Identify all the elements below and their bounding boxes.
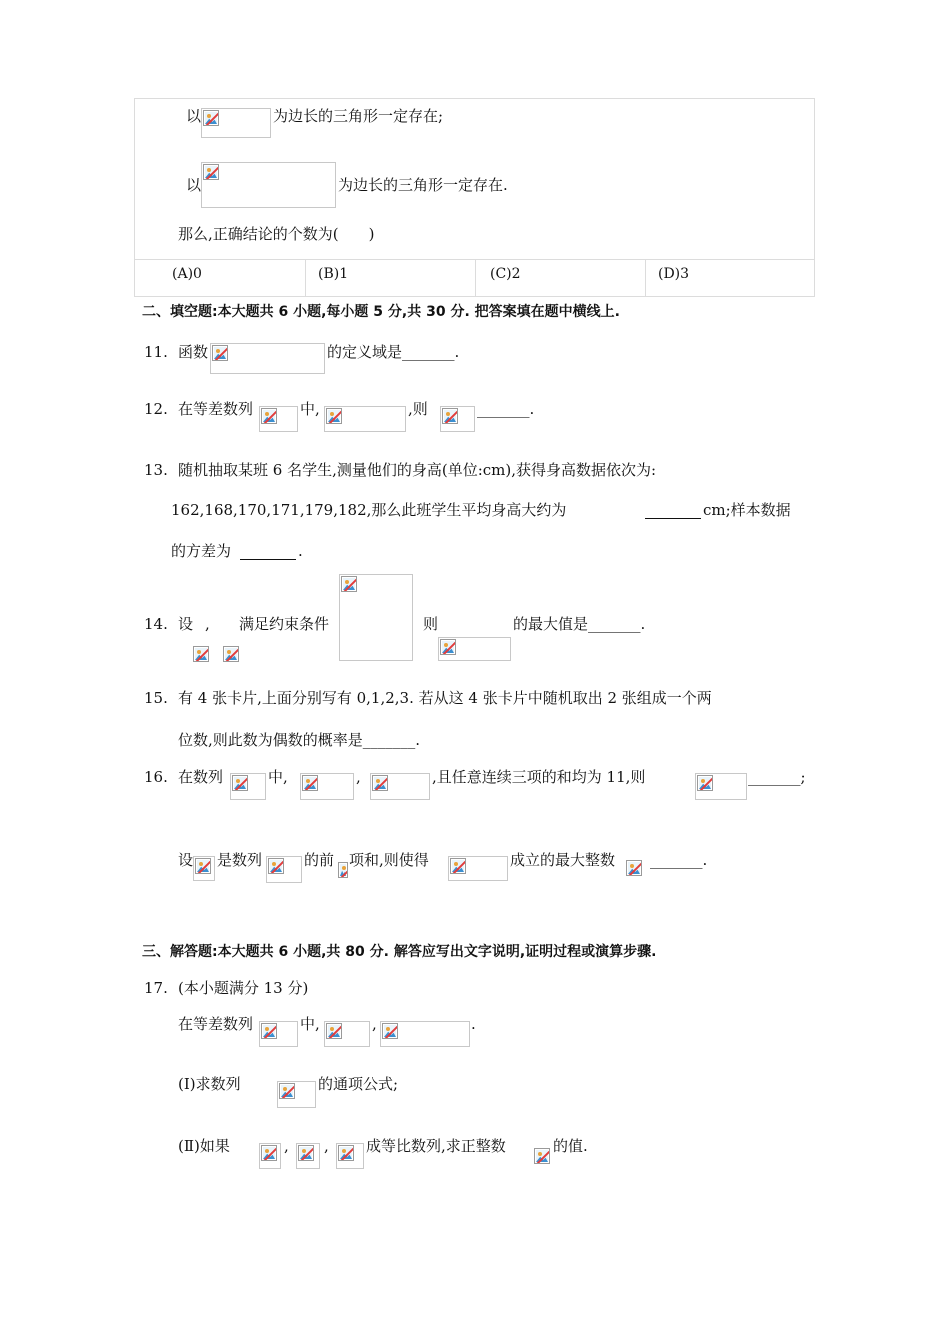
- formula-image: [210, 343, 325, 374]
- formula-image: [438, 637, 511, 661]
- q13-line3: 的方差为: [171, 542, 232, 560]
- formula-image: [259, 1143, 281, 1169]
- q17-part1: (Ⅰ)求数列: [178, 1075, 241, 1093]
- q13-line2-tail: cm;样本数据: [703, 501, 791, 519]
- q15-number: 15.: [144, 689, 168, 707]
- option-a[interactable]: (A)0: [172, 266, 202, 282]
- formula-image: [266, 856, 302, 883]
- formula-image-x: [193, 646, 209, 662]
- formula-image-n: [626, 860, 648, 878]
- options-divider: [305, 259, 306, 297]
- q16-b4: 项和,则使得: [349, 851, 429, 869]
- q15-line2: 位数,则此数为偶数的概率是_______.: [178, 731, 421, 749]
- broken-image-icon: [203, 110, 219, 126]
- q17-part1-tail: 的通项公式;: [318, 1075, 399, 1093]
- q15-line1: 有 4 张卡片,上面分别写有 0,1,2,3. 若从这 4 张卡片中随机取出 2 张组成一个两: [178, 689, 712, 707]
- q16-a1: 在数列: [178, 768, 224, 786]
- q12-mid1: 中,: [300, 400, 320, 418]
- q16-b5: 成立的最大整数: [510, 851, 616, 869]
- formula-image: [324, 1021, 370, 1047]
- broken-image-icon: [338, 862, 348, 878]
- broken-image-icon: [261, 1145, 277, 1161]
- broken-image-icon: [382, 1023, 398, 1039]
- formula-image: [380, 1021, 470, 1047]
- q17-header: (本小题满分 13 分): [178, 979, 309, 997]
- formula-image: [193, 856, 215, 881]
- answer-blank[interactable]: [645, 500, 701, 519]
- q12-prefix: 在等差数列: [178, 400, 254, 418]
- broken-image-icon: [212, 345, 228, 361]
- q16-a4: ,且任意连续三项的和均为 11,则: [432, 768, 646, 786]
- broken-image-icon: [338, 1145, 354, 1161]
- broken-image-icon: [326, 408, 342, 424]
- q17-part2: (Ⅱ)如果: [178, 1137, 230, 1155]
- section-3-heading: 三、解答题:本大题共 6 小题,共 80 分. 解答应写出文字说明,证明过程或演算步骤.: [142, 944, 657, 960]
- formula-image: [695, 773, 747, 800]
- broken-image-icon: [279, 1083, 295, 1099]
- q16-a2: 中,: [268, 768, 288, 786]
- broken-image-icon: [193, 646, 209, 662]
- q14-t5: 的最大值是_______.: [513, 615, 646, 633]
- q14-t1: 设: [178, 615, 194, 633]
- q17-s1: 在等差数列: [178, 1015, 254, 1033]
- broken-image-icon: [232, 775, 248, 791]
- q16-b1: 设: [178, 851, 194, 869]
- option-c[interactable]: (C)2: [490, 266, 521, 282]
- q17-p2c: ,: [324, 1137, 329, 1155]
- broken-image-icon: [450, 858, 466, 874]
- broken-image-icon: [442, 408, 458, 424]
- q11-prefix: 函数: [178, 343, 209, 361]
- options-divider: [475, 259, 476, 297]
- q16-b3: 的前: [304, 851, 335, 869]
- broken-image-icon: [302, 775, 318, 791]
- option-d[interactable]: (D)3: [658, 266, 690, 282]
- broken-image-icon: [372, 775, 388, 791]
- formula-image: [259, 406, 298, 432]
- formula-image: [336, 1143, 364, 1169]
- formula-image: [296, 1143, 320, 1169]
- formula-image: [277, 1081, 316, 1108]
- broken-image-icon: [268, 858, 284, 874]
- formula-image-y: [223, 646, 239, 662]
- q17-p2e: 的值.: [553, 1137, 588, 1155]
- q14-number: 14.: [144, 615, 168, 633]
- q12-mid2: ,则: [408, 400, 428, 418]
- broken-image-icon: [261, 408, 277, 424]
- formula-image: [259, 1021, 298, 1047]
- broken-image-icon: [697, 775, 713, 791]
- q10-line2-suffix: 为边长的三角形一定存在.: [338, 176, 508, 194]
- q13-line3-tail: .: [298, 542, 303, 560]
- q13-number: 13.: [144, 461, 168, 479]
- formula-image: [448, 856, 508, 881]
- q14-t4: 则: [423, 615, 439, 633]
- broken-image-icon: [223, 646, 239, 662]
- q17-p2b: ,: [284, 1137, 289, 1155]
- q17-number: 17.: [144, 979, 168, 997]
- formula-image: [440, 406, 475, 432]
- broken-image-icon: [195, 858, 211, 874]
- q10-question: 那么,正确结论的个数为( ): [178, 225, 375, 243]
- q16-a3: ,: [356, 768, 361, 786]
- formula-image: [324, 406, 406, 432]
- q14-t2: ,: [205, 615, 210, 633]
- q13-line1: 随机抽取某班 6 名学生,测量他们的身高(单位:cm),获得身高数据依次为:: [178, 461, 657, 479]
- q10-line1-suffix: 为边长的三角形一定存在;: [273, 107, 444, 125]
- q16-a5: _______;: [748, 768, 806, 786]
- q10-line1-prefix: 以: [186, 107, 202, 125]
- broken-image-icon: [534, 1148, 550, 1164]
- q17-s4: .: [471, 1015, 476, 1033]
- q17-s2: 中,: [300, 1015, 320, 1033]
- broken-image-icon: [261, 1023, 277, 1039]
- formula-image-constraints: [339, 574, 413, 661]
- q11-number: 11.: [144, 343, 168, 361]
- broken-image-icon: [341, 576, 357, 592]
- q10-line2-prefix: 以: [186, 176, 202, 194]
- q16-b6: _______.: [650, 851, 708, 869]
- formula-image: [201, 162, 336, 208]
- formula-image: [230, 773, 266, 800]
- broken-image-icon: [203, 164, 219, 180]
- q13-line2: 162,168,170,171,179,182,那么此班学生平均身高大约为: [171, 501, 567, 519]
- q12-suffix: _______.: [477, 400, 535, 418]
- q14-t3: 满足约束条件: [239, 615, 330, 633]
- formula-image-n: [338, 862, 348, 878]
- formula-image: [300, 773, 354, 800]
- option-b[interactable]: (B)1: [318, 266, 349, 282]
- q17-s3: ,: [372, 1015, 377, 1033]
- answer-blank[interactable]: [240, 541, 296, 560]
- broken-image-icon: [626, 860, 642, 876]
- q17-p2d: 成等比数列,求正整数: [366, 1137, 506, 1155]
- q11-suffix: 的定义域是_______.: [327, 343, 460, 361]
- broken-image-icon: [440, 639, 456, 655]
- section-2-heading: 二、填空题:本大题共 6 小题,每小题 5 分,共 30 分. 把答案填在题中横线上.: [142, 304, 620, 320]
- formula-image: [201, 108, 271, 138]
- formula-image-k: [534, 1148, 552, 1166]
- formula-image: [370, 773, 430, 800]
- q12-number: 12.: [144, 400, 168, 418]
- broken-image-icon: [326, 1023, 342, 1039]
- options-divider: [645, 259, 646, 297]
- q16-number: 16.: [144, 768, 168, 786]
- q16-b2: 是数列: [217, 851, 263, 869]
- broken-image-icon: [298, 1145, 314, 1161]
